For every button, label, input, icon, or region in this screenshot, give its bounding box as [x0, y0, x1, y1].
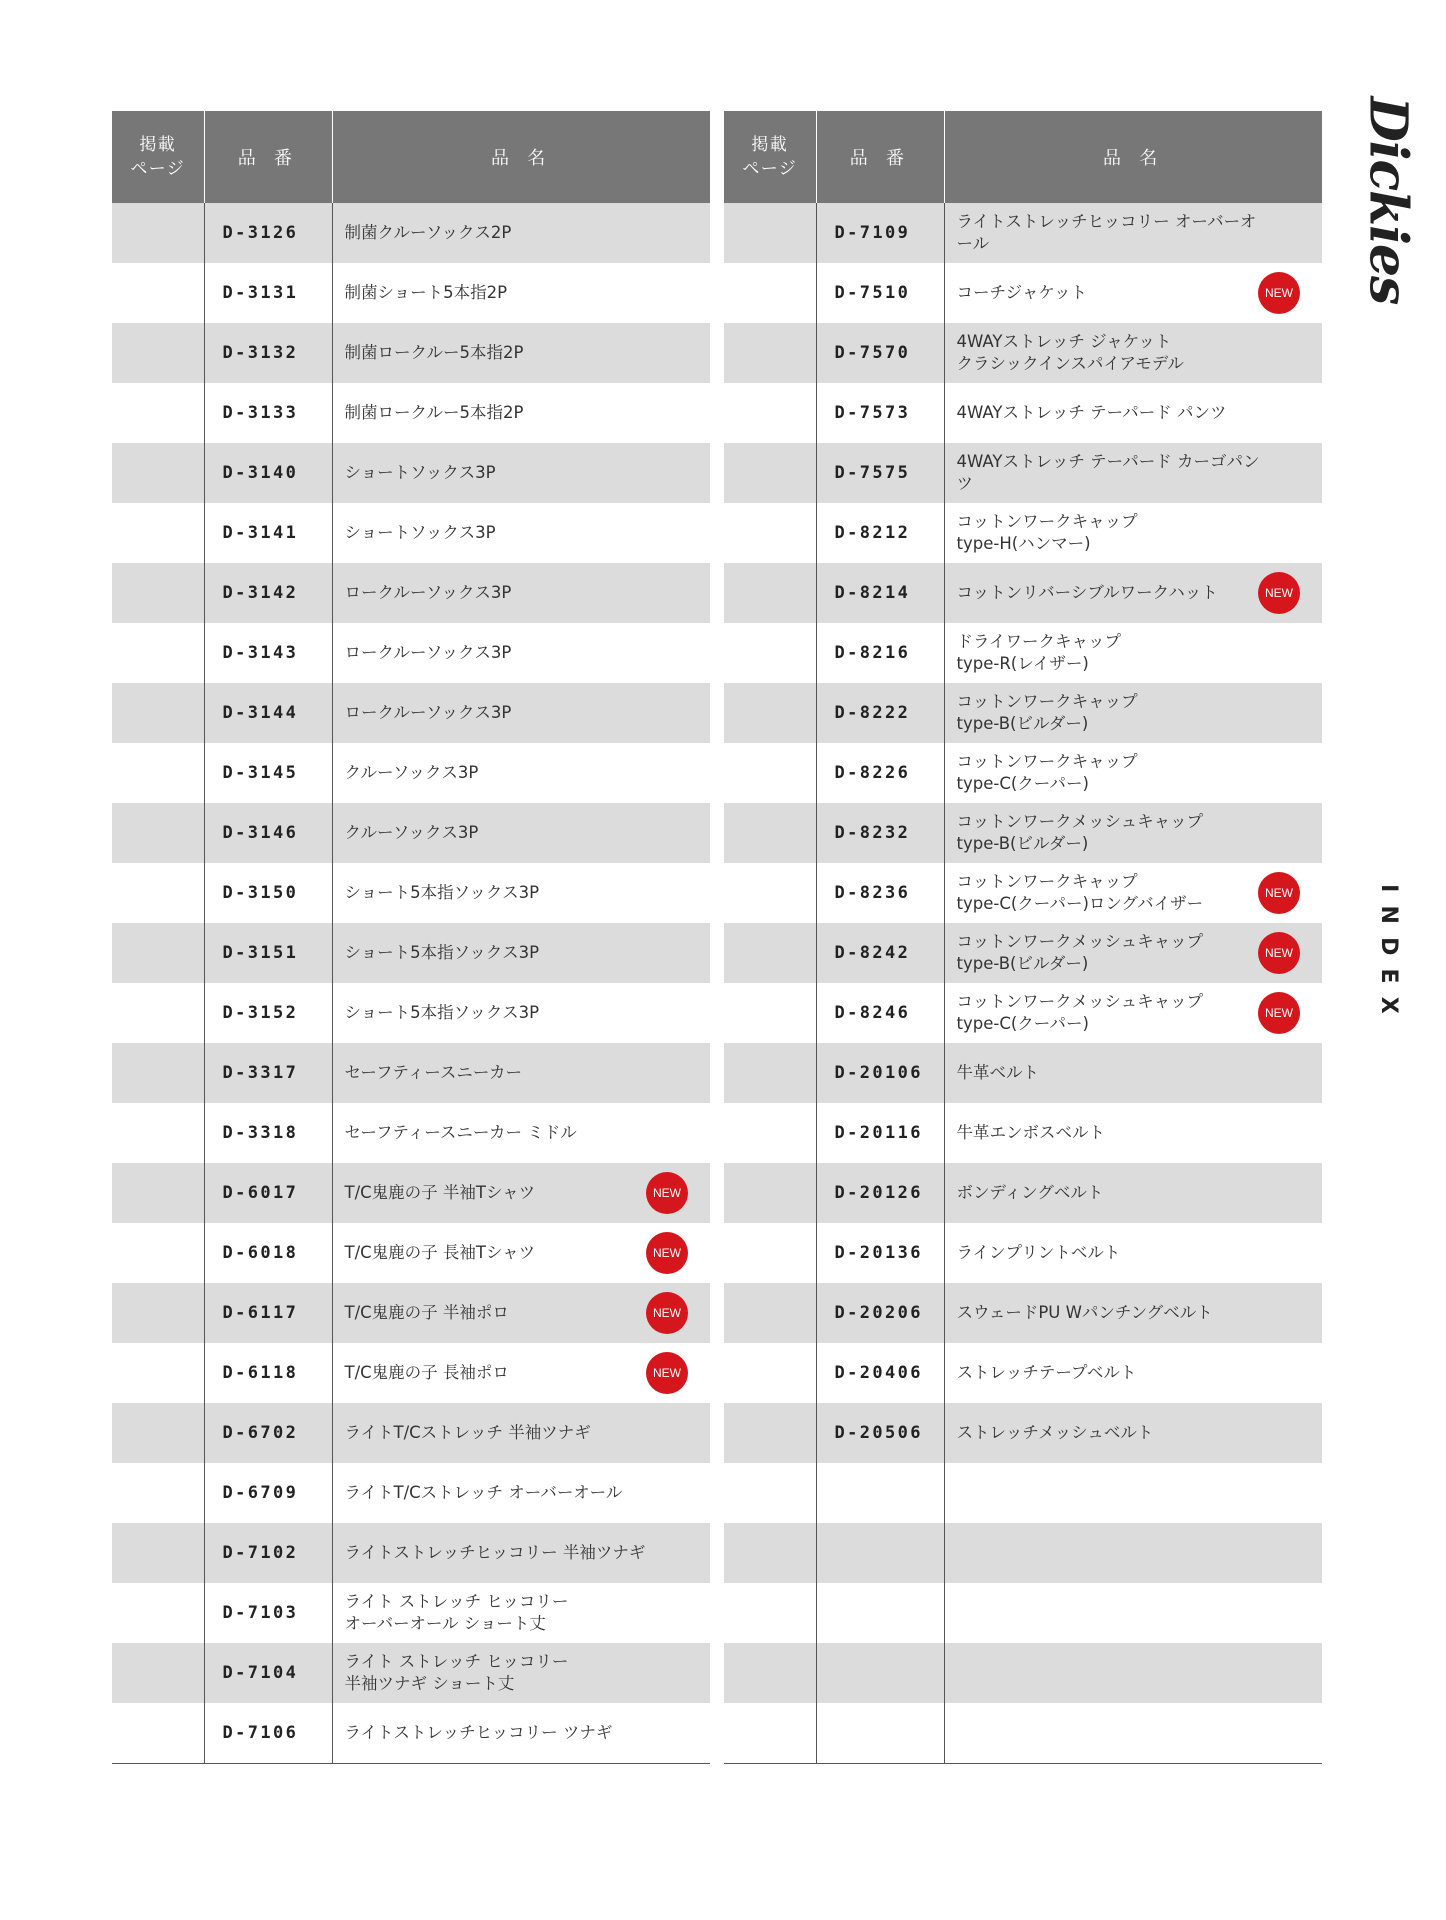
- product-name: ロークルーソックス3P: [344, 583, 512, 602]
- page-cell: [724, 203, 816, 263]
- product-code: D-20406: [816, 1343, 944, 1403]
- table-row: [724, 1163, 1322, 1223]
- product-name-cell: [944, 1643, 1322, 1703]
- product-code: D-3126: [204, 203, 332, 263]
- product-name: クルーソックス3P: [344, 823, 479, 842]
- page-cell: [724, 1043, 816, 1103]
- product-name-cell: [332, 1043, 710, 1103]
- product-name: コットンワークキャップ type-H(ハンマー): [956, 512, 1138, 553]
- page-cell: [724, 863, 816, 923]
- product-name: ストレッチメッシュベルト: [956, 1423, 1154, 1442]
- page-cell: [112, 743, 204, 803]
- product-code: D-3131: [204, 263, 332, 323]
- product-code: D-3140: [204, 443, 332, 503]
- product-name-cell: [944, 1463, 1322, 1523]
- product-name-cell: [944, 1283, 1322, 1343]
- page-cell: [724, 1103, 816, 1163]
- new-badge: NEW: [646, 1292, 688, 1334]
- header-name: 品 名: [332, 111, 710, 203]
- new-badge: NEW: [646, 1352, 688, 1394]
- table-row: [112, 1103, 710, 1163]
- product-name: ライトストレッチヒッコリー 半袖ツナギ: [344, 1543, 646, 1562]
- product-code: D-20116: [816, 1103, 944, 1163]
- product-name: セーフティースニーカー ミドル: [344, 1123, 577, 1142]
- page-cell: [112, 1463, 204, 1523]
- product-name-cell: [332, 623, 710, 683]
- page-cell: [112, 563, 204, 623]
- product-name-cell: [332, 1583, 710, 1643]
- product-code: D-7106: [204, 1703, 332, 1764]
- table-row: [724, 263, 1322, 323]
- new-badge: NEW: [646, 1172, 688, 1214]
- page-cell: [724, 1283, 816, 1343]
- index-label-text: INDEX: [1375, 883, 1401, 1027]
- product-name: 制菌クルーソックス2P: [344, 223, 512, 242]
- table-row: [724, 1703, 1322, 1764]
- product-name: コットンワークメッシュキャップ type-B(ビルダー): [956, 932, 1204, 973]
- product-name-cell: [944, 1343, 1322, 1403]
- table-row: [112, 923, 710, 983]
- header-page: 掲載 ページ: [112, 111, 204, 203]
- product-name-cell: [944, 923, 1322, 983]
- product-name-cell: [332, 263, 710, 323]
- product-name-cell: [332, 1403, 710, 1463]
- product-name-cell: [332, 983, 710, 1043]
- page-cell: [724, 503, 816, 563]
- product-name-cell: [944, 803, 1322, 863]
- table-row: [724, 683, 1322, 743]
- product-code: D-3143: [204, 623, 332, 683]
- new-badge: NEW: [1258, 872, 1300, 914]
- product-code: D-3151: [204, 923, 332, 983]
- product-code: D-6018: [204, 1223, 332, 1283]
- product-name-cell: [944, 1223, 1322, 1283]
- product-name: 制菌ロークルー5本指2P: [344, 343, 524, 362]
- table-row: [724, 503, 1322, 563]
- index-table-left: [112, 111, 710, 1764]
- product-code: [816, 1523, 944, 1583]
- table-row: [724, 1583, 1322, 1643]
- product-code: [816, 1463, 944, 1523]
- product-name: ライトT/Cストレッチ オーバーオール: [344, 1483, 623, 1502]
- table-row: [724, 1403, 1322, 1463]
- product-name: ロークルーソックス3P: [344, 703, 512, 722]
- page-cell: [112, 1283, 204, 1343]
- product-name: ドライワークキャップ type-R(レイザー): [956, 632, 1122, 673]
- page-cell: [112, 1103, 204, 1163]
- product-code: D-8226: [816, 743, 944, 803]
- product-name-cell: [944, 743, 1322, 803]
- page-cell: [112, 863, 204, 923]
- product-name-cell: [332, 1223, 710, 1283]
- table-row: [112, 443, 710, 503]
- table-row: [112, 863, 710, 923]
- product-code: D-7104: [204, 1643, 332, 1703]
- product-name: 4WAYストレッチ ジャケット クラシックインスパイアモデル: [956, 332, 1184, 373]
- table-header-row: [112, 111, 710, 203]
- page-cell: [724, 1643, 816, 1703]
- product-name-cell: [332, 1343, 710, 1403]
- table-row: [112, 743, 710, 803]
- product-code: D-20106: [816, 1043, 944, 1103]
- product-name-cell: [332, 1283, 710, 1343]
- product-name-cell: [944, 1523, 1322, 1583]
- product-name-cell: [944, 323, 1322, 383]
- table-row: [112, 1523, 710, 1583]
- table-row: [112, 1583, 710, 1643]
- table-row: [112, 263, 710, 323]
- product-name-cell: [944, 1583, 1322, 1643]
- product-name-cell: [332, 1703, 710, 1764]
- product-name: ライト ストレッチ ヒッコリー オーバーオール ショート丈: [344, 1592, 569, 1633]
- dickies-logo: [1357, 96, 1419, 304]
- product-code: D-20126: [816, 1163, 944, 1223]
- product-code: D-8232: [816, 803, 944, 863]
- table-row: [112, 1343, 710, 1403]
- page-cell: [112, 803, 204, 863]
- table-row: [724, 443, 1322, 503]
- product-name: ラインプリントベルト: [956, 1243, 1121, 1262]
- page-cell: [112, 1403, 204, 1463]
- product-name: コーチジャケット: [956, 283, 1088, 302]
- page-cell: [112, 623, 204, 683]
- product-name: ライトストレッチヒッコリー オーバーオール: [956, 212, 1257, 253]
- page-cell: [112, 1523, 204, 1583]
- new-badge: NEW: [1258, 992, 1300, 1034]
- product-code: D-8246: [816, 983, 944, 1043]
- page-cell: [112, 1583, 204, 1643]
- product-name: 制菌ショート5本指2P: [344, 283, 508, 302]
- page-cell: [112, 1703, 204, 1764]
- product-name: ショート5本指ソックス3P: [344, 943, 540, 962]
- product-name: コットンワークキャップ type-C(クーパー): [956, 752, 1138, 793]
- product-code: D-8212: [816, 503, 944, 563]
- page-cell: [724, 1703, 816, 1764]
- product-name-cell: [332, 1163, 710, 1223]
- page-cell: [724, 1463, 816, 1523]
- product-name-cell: [944, 623, 1322, 683]
- page-cell: [112, 1343, 204, 1403]
- page-cell: [112, 503, 204, 563]
- product-code: D-8236: [816, 863, 944, 923]
- page-cell: [724, 1343, 816, 1403]
- product-name: ライトT/Cストレッチ 半袖ツナギ: [344, 1423, 591, 1442]
- product-name-cell: [944, 1103, 1322, 1163]
- product-code: D-3141: [204, 503, 332, 563]
- table-row: [724, 803, 1322, 863]
- page-cell: [724, 743, 816, 803]
- product-code: D-8222: [816, 683, 944, 743]
- page-cell: [112, 1643, 204, 1703]
- page-cell: [724, 1583, 816, 1643]
- product-name-cell: [332, 563, 710, 623]
- product-name: 牛革エンボスベルト: [956, 1123, 1105, 1142]
- page-cell: [112, 983, 204, 1043]
- product-code: D-7573: [816, 383, 944, 443]
- header-code: 品 番: [204, 111, 332, 203]
- product-name: 4WAYストレッチ テーパード パンツ: [956, 403, 1227, 422]
- product-code: D-8242: [816, 923, 944, 983]
- product-code: D-6017: [204, 1163, 332, 1223]
- table-row: [724, 1043, 1322, 1103]
- page-cell: [724, 683, 816, 743]
- product-name: ショート5本指ソックス3P: [344, 1003, 540, 1022]
- product-name: コットンワークメッシュキャップ type-C(クーパー): [956, 992, 1204, 1033]
- page-cell: [724, 263, 816, 323]
- product-code: D-6702: [204, 1403, 332, 1463]
- page-cell: [112, 443, 204, 503]
- product-name: コットンワークキャップ type-C(クーパー)ロングバイザー: [956, 872, 1204, 913]
- product-name: T/C鬼鹿の子 半袖ポロ: [344, 1303, 509, 1322]
- product-code: D-6709: [204, 1463, 332, 1523]
- product-name: 4WAYストレッチ テーパード カーゴパンツ: [956, 452, 1260, 493]
- product-code: D-7570: [816, 323, 944, 383]
- table-row: [112, 1703, 710, 1764]
- page-cell: [112, 263, 204, 323]
- page-cell: [112, 383, 204, 443]
- table-row: [112, 623, 710, 683]
- table-row: [112, 323, 710, 383]
- page-cell: [724, 443, 816, 503]
- page-cell: [112, 1043, 204, 1103]
- product-name-cell: [332, 1463, 710, 1523]
- table-row: [112, 1283, 710, 1343]
- page-cell: [724, 1223, 816, 1283]
- page-cell: [724, 563, 816, 623]
- product-code: D-3318: [204, 1103, 332, 1163]
- logo-text: Dickies: [1357, 96, 1419, 304]
- product-code: [816, 1703, 944, 1764]
- product-code: D-20136: [816, 1223, 944, 1283]
- table-row: [112, 803, 710, 863]
- product-name-cell: [944, 1163, 1322, 1223]
- product-code: D-7102: [204, 1523, 332, 1583]
- table-row: [112, 1463, 710, 1523]
- table-row: [724, 1643, 1322, 1703]
- product-code: D-8216: [816, 623, 944, 683]
- new-badge: NEW: [646, 1232, 688, 1274]
- page-cell: [724, 323, 816, 383]
- product-code: D-3150: [204, 863, 332, 923]
- page-cell: [112, 1163, 204, 1223]
- product-name-cell: [332, 743, 710, 803]
- product-name: 牛革ベルト: [956, 1063, 1039, 1082]
- table-row: [724, 623, 1322, 683]
- table-row: [112, 1163, 710, 1223]
- new-badge: NEW: [1258, 272, 1300, 314]
- product-code: D-3152: [204, 983, 332, 1043]
- product-code: D-3144: [204, 683, 332, 743]
- product-name-cell: [332, 683, 710, 743]
- table-row: [112, 683, 710, 743]
- product-name: コットンリバーシブルワークハット: [956, 583, 1218, 602]
- table-row: [112, 383, 710, 443]
- product-code: D-3145: [204, 743, 332, 803]
- product-name: コットンワークキャップ type-B(ビルダー): [956, 692, 1138, 733]
- table-row: [724, 563, 1322, 623]
- product-code: D-8214: [816, 563, 944, 623]
- page-cell: [112, 683, 204, 743]
- product-name-cell: [332, 323, 710, 383]
- page-cell: [724, 1163, 816, 1223]
- product-name-cell: [944, 203, 1322, 263]
- page-cell: [112, 923, 204, 983]
- product-name: ライト ストレッチ ヒッコリー 半袖ツナギ ショート丈: [344, 1652, 569, 1693]
- product-name-cell: [944, 1703, 1322, 1764]
- table-row: [724, 743, 1322, 803]
- table-row: [112, 503, 710, 563]
- table-row: [724, 983, 1322, 1043]
- page-cell: [724, 383, 816, 443]
- table-row: [724, 203, 1322, 263]
- product-name-cell: [944, 983, 1322, 1043]
- product-name-cell: [944, 443, 1322, 503]
- product-name-cell: [944, 683, 1322, 743]
- product-code: D-3146: [204, 803, 332, 863]
- product-name: コットンワークメッシュキャップ type-B(ビルダー): [956, 812, 1204, 853]
- page-cell: [724, 1403, 816, 1463]
- product-name: T/C鬼鹿の子 半袖Tシャツ: [344, 1183, 536, 1202]
- table-row: [724, 863, 1322, 923]
- table-row: [724, 923, 1322, 983]
- product-name-cell: [944, 1043, 1322, 1103]
- table-row: [112, 203, 710, 263]
- table-row: [724, 1463, 1322, 1523]
- table-row: [724, 1283, 1322, 1343]
- table-row: [724, 1103, 1322, 1163]
- product-name: 制菌ロークルー5本指2P: [344, 403, 524, 422]
- product-code: D-6117: [204, 1283, 332, 1343]
- table-row: [724, 1343, 1322, 1403]
- page-cell: [724, 1523, 816, 1583]
- product-name-cell: [332, 203, 710, 263]
- page-cell: [724, 923, 816, 983]
- product-name-cell: [944, 503, 1322, 563]
- product-name: ショートソックス3P: [344, 463, 496, 482]
- table-row: [112, 1643, 710, 1703]
- table-row: [724, 383, 1322, 443]
- product-code: [816, 1643, 944, 1703]
- product-code: D-7109: [816, 203, 944, 263]
- product-code: D-6118: [204, 1343, 332, 1403]
- product-name-cell: [332, 1643, 710, 1703]
- product-name-cell: [332, 1523, 710, 1583]
- product-name: ストレッチテープベルト: [956, 1363, 1137, 1382]
- product-code: D-7575: [816, 443, 944, 503]
- product-name: ショート5本指ソックス3P: [344, 883, 540, 902]
- product-code: D-20506: [816, 1403, 944, 1463]
- product-name: スウェードPU Wパンチングベルト: [956, 1303, 1213, 1322]
- header-page: 掲載 ページ: [724, 111, 816, 203]
- product-name: セーフティースニーカー: [344, 1063, 523, 1082]
- product-name-cell: [944, 563, 1322, 623]
- product-name: ショートソックス3P: [344, 523, 496, 542]
- product-name: T/C鬼鹿の子 長袖ポロ: [344, 1363, 509, 1382]
- index-side-label: [1370, 885, 1406, 1025]
- product-name: ボンディングベルト: [956, 1183, 1104, 1202]
- product-code: D-7510: [816, 263, 944, 323]
- product-code: D-3133: [204, 383, 332, 443]
- page-cell: [724, 983, 816, 1043]
- table-row: [112, 1223, 710, 1283]
- header-code: 品 番: [816, 111, 944, 203]
- table-row: [724, 1523, 1322, 1583]
- header-name: 品 名: [944, 111, 1322, 203]
- product-name-cell: [332, 443, 710, 503]
- product-name: T/C鬼鹿の子 長袖Tシャツ: [344, 1243, 536, 1262]
- index-table-right: [724, 111, 1322, 1764]
- table-header-row: [724, 111, 1322, 203]
- new-badge: NEW: [1258, 932, 1300, 974]
- table-row: [724, 1223, 1322, 1283]
- table-row: [112, 1403, 710, 1463]
- table-row: [112, 1043, 710, 1103]
- product-name: ロークルーソックス3P: [344, 643, 512, 662]
- product-name-cell: [944, 1403, 1322, 1463]
- product-name-cell: [944, 263, 1322, 323]
- product-name: ライトストレッチヒッコリー ツナギ: [344, 1723, 613, 1742]
- new-badge: NEW: [1258, 572, 1300, 614]
- product-code: D-3317: [204, 1043, 332, 1103]
- product-code: D-7103: [204, 1583, 332, 1643]
- page-cell: [724, 623, 816, 683]
- page-cell: [112, 1223, 204, 1283]
- table-row: [724, 323, 1322, 383]
- product-name-cell: [332, 1103, 710, 1163]
- product-name-cell: [332, 923, 710, 983]
- page-cell: [112, 203, 204, 263]
- product-name-cell: [944, 863, 1322, 923]
- product-code: D-3142: [204, 563, 332, 623]
- product-name-cell: [332, 803, 710, 863]
- page-cell: [112, 323, 204, 383]
- product-name-cell: [332, 383, 710, 443]
- page-cell: [724, 803, 816, 863]
- product-code: D-3132: [204, 323, 332, 383]
- product-name-cell: [332, 503, 710, 563]
- product-code: [816, 1583, 944, 1643]
- product-name-cell: [944, 383, 1322, 443]
- table-row: [112, 563, 710, 623]
- table-row: [112, 983, 710, 1043]
- product-name-cell: [332, 863, 710, 923]
- product-name: クルーソックス3P: [344, 763, 479, 782]
- product-code: D-20206: [816, 1283, 944, 1343]
